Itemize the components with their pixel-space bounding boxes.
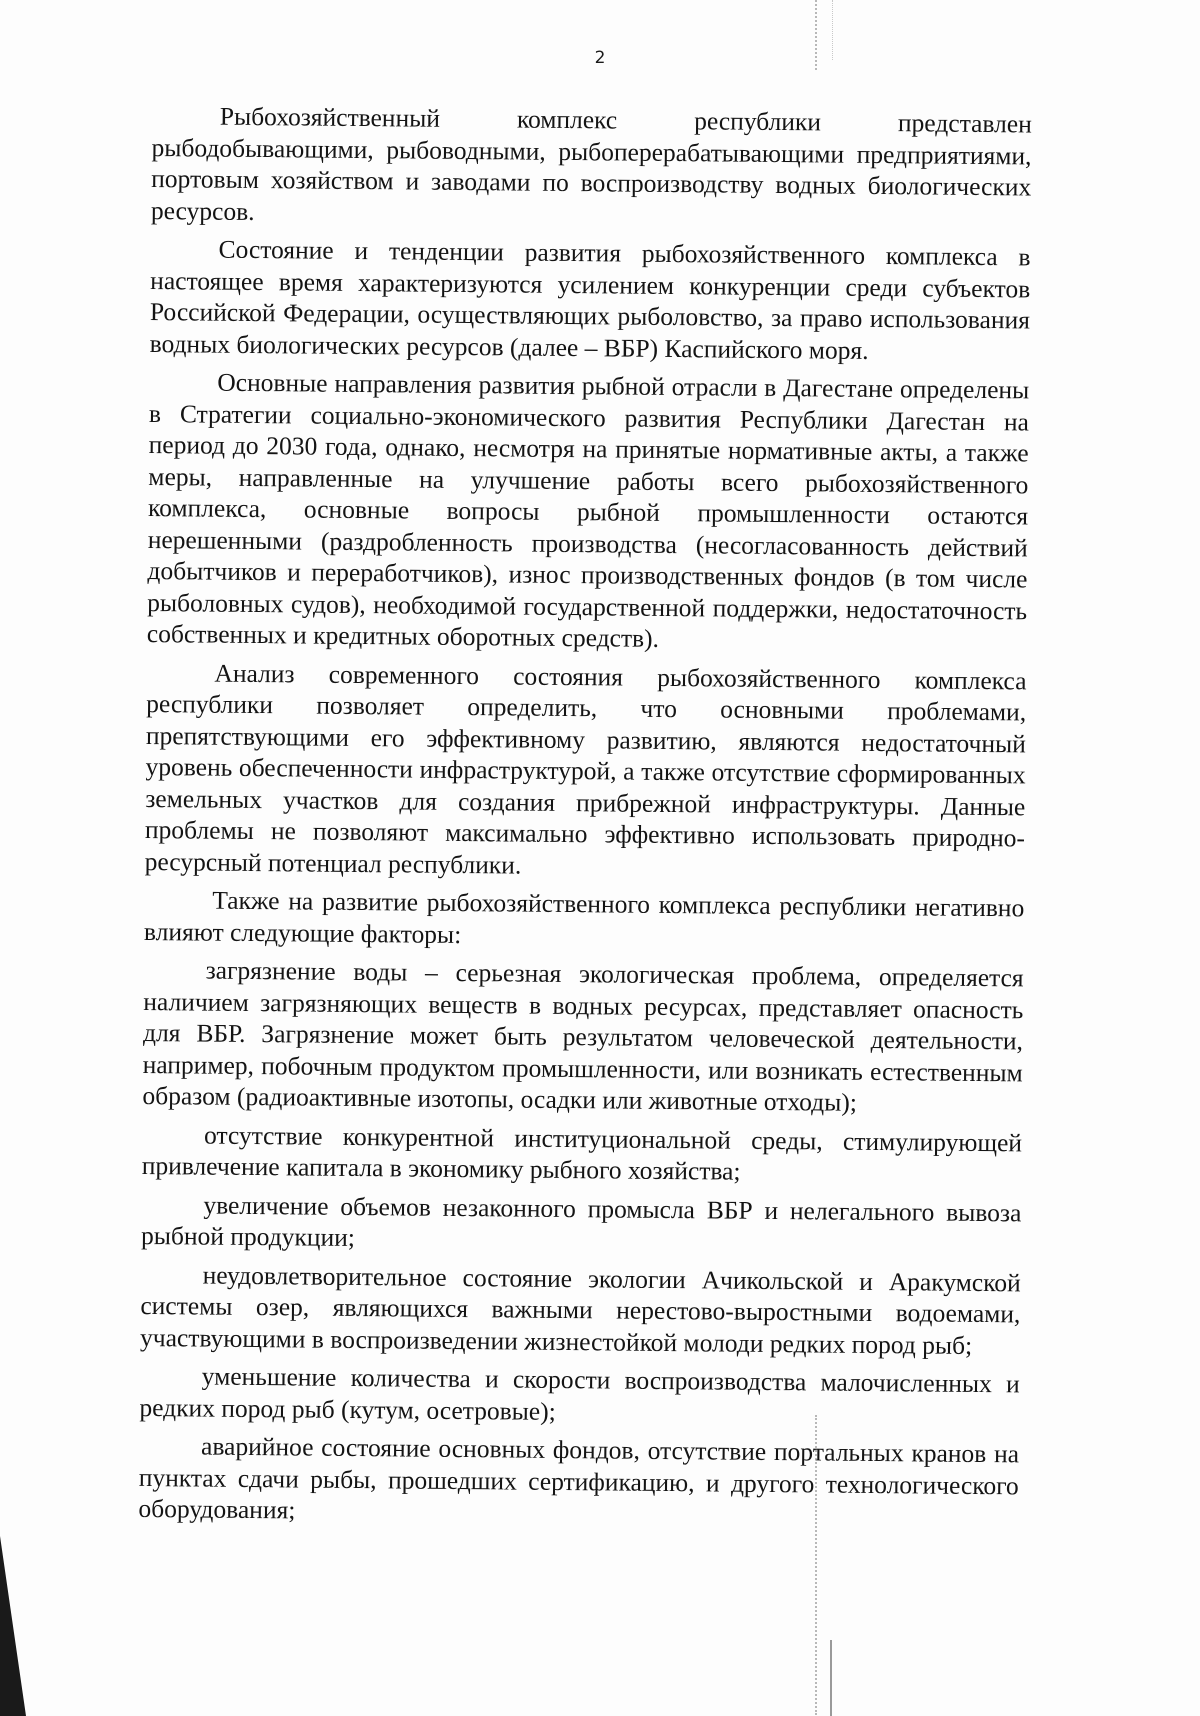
paragraph-state-and-trends: Состояние и тенденции развития рыбохозяйственного комплекса в настоящее время характеризуются усилением конкуренции среди субъектов Российской Федерации, осуществляющих рыболовство, за право использования водных биологических ресурсов (далее – ВБР) Каспийского моря.: [149, 234, 1031, 365]
list-item-reproduction-decline: уменьшение количества и скорости воспроизводства малочисленных и редких пород рыб (кутум, осетровые);: [139, 1361, 1020, 1426]
paragraph-analysis: Анализ современного состояния рыбохозяйственного комплекса республики позволяет определить, что основными проблемами, препятствующими его эффективному развитию, являются недостаточный уровень обеспеченности инфраструктурой, а также отсутствие сформированных земельных участков для создания прибрежной инфраструктуры. Данные проблемы не позволяют максимально эффективно использовать природно-ресурсный потенциал республики.: [144, 658, 1027, 880]
list-item-water-pollution: загрязнение воды – серьезная экологическая проблема, определяется наличием загрязняющих веществ в водных ресурсах, представляет опасность для ВБР. Загрязнение может быть результатом человеческой деятельности, например, побочным продуктом промышленности, или возникать естественным образом (радиоактивные изотопы, осадки или животные отходы);: [142, 955, 1024, 1117]
list-item-institutional-environment: отсутствие конкурентной институциональной среды, стимулирующей привлечение капитала в экономику рыбного хозяйства;: [141, 1120, 1023, 1186]
list-item-fixed-assets: аварийное состояние основных фондов, отсутствие портальных кранов на пунктах сдачи рыбы, прошедших сертификацию, и другого технологического оборудования;: [138, 1431, 1020, 1525]
paragraph-negative-factors-intro: Также на развитие рыбохозяйственного комплекса республики негативно влияют следующие факторы:: [143, 885, 1025, 949]
scan-shadow-corner: [0, 1536, 26, 1716]
list-item-illegal-fishing: увеличение объемов незаконного промысла ВБР и нелегального вывоза рыбной продукции;: [140, 1190, 1022, 1252]
paragraph-fishery-complex: Рыбохозяйственный комплекс республики представлен рыбодобывающими, рыбоводными, рыбоперерабатывающими предприятиями, портовым хозяйством и заводами по воспроизводству водных биологических ресурсов.: [150, 101, 1032, 226]
binder-hole-mark-bottom-right: [830, 1640, 834, 1716]
list-item-lake-ecology: неудовлетворительное состояние экологии Ачикольской и Аракумской системы озер, являющихся важными нерестово-выростными водоемами, участвующими в воспроизведении жизнестойкой молоди редких пород рыб;: [139, 1260, 1021, 1360]
paragraph-strategy: Основные направления развития рыбной отрасли в Дагестане определены в Стратегии социально-экономического развития Республики Дагестан на период до 2030 года, однако, несмотря на принятые нормативные акты, а также меры, направленные на улучшение работы всего рыбохозяйственного комплекса, основные вопросы рыбной промышленности остаются нерешенными (раздробленность производства (несогласованность действий добытчиков и переработчиков), износ производственных фондов (в том числе рыболовных судов), необходимой государственной поддержки, недостаточность собственных и кредитных оборотных средств).: [146, 367, 1030, 653]
document-body: [138, 100, 1032, 1540]
page-number: 2: [594, 48, 606, 68]
